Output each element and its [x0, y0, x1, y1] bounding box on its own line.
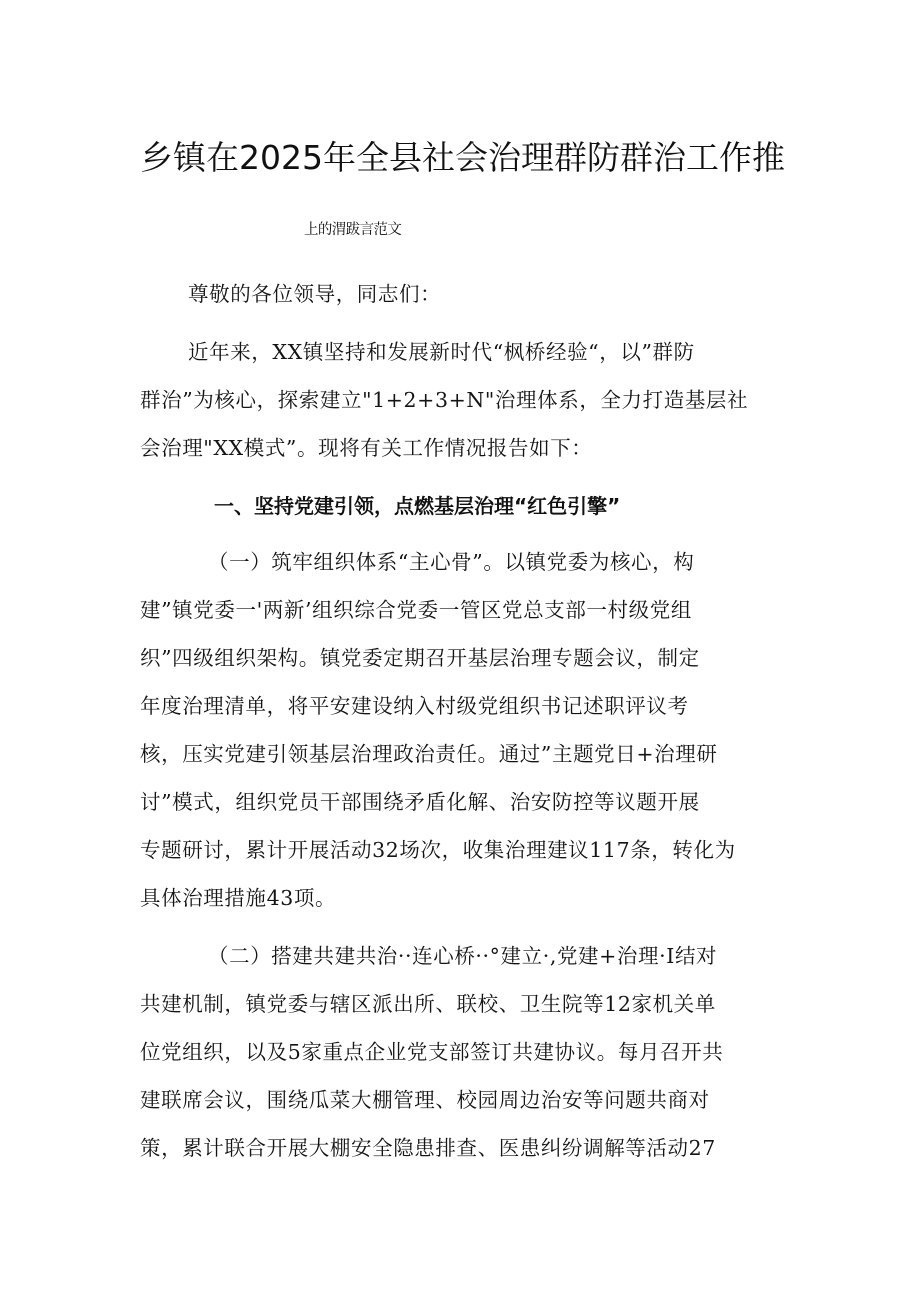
paragraph-line: （二）搭建共建共治··连心桥··°建立·,党建+治理·I结对: [208, 944, 718, 968]
paragraph-line: 位党组织，以及5家重点企业党支部签订共建协议。每月召开共: [140, 1040, 724, 1064]
paragraph-line: 讨”模式，组织党员干部围绕矛盾化解、治安防控等议题开展: [140, 790, 700, 814]
section-heading: 一、坚持党建引领，点燃基层治理“红色引擎”: [214, 494, 621, 518]
paragraph-line: 专题研讨，累计开展活动32场次，收集治理建议117条，转化为: [140, 838, 736, 862]
paragraph-line: 具体治理措施43项。: [140, 886, 337, 910]
paragraph-line: 建”镇党委一'两新’组织综合党委一管区党总支部一村级党组: [140, 598, 692, 622]
greeting: 尊敬的各位领导，同志们：: [188, 282, 442, 306]
intro-line: 会治理"XX模式”。现将有关工作情况报告如下：: [140, 436, 593, 460]
document-title-line-2: 上的渭跋言范文: [304, 222, 402, 238]
paragraph-line: 建联席会议，围绕瓜菜大棚管理、校园周边治安等问题共商对: [140, 1088, 710, 1112]
paragraph-line: 核，压实党建引领基层治理政治责任。通过”主题党日+治理研: [140, 742, 718, 766]
paragraph-line: 织”四级组织架构。镇党委定期召开基层治理专题会议，制定: [140, 646, 700, 670]
paragraph-line: 共建机制，镇党委与辖区派出所、联校、卫生院等12家机关单: [140, 992, 716, 1016]
document-title-line-1: 乡镇在2025年全县社会治理群防群治工作推: [140, 138, 785, 177]
paragraph-line: （一）筑牢组织体系“主心骨”。以镇党委为核心，构: [208, 550, 695, 574]
paragraph-line: 年度治理清单，将平安建设纳入村级党组织书记述职评议考: [140, 694, 689, 718]
intro-line: 近年来，XX镇坚持和发展新时代“枫桥经验“，以”群防: [188, 340, 695, 364]
paragraph-line: 策，累计联合开展大棚安全隐患排查、医患纠纷调解等活动27: [140, 1136, 716, 1160]
intro-line: 群治”为核心，探索建立"1+2+3+N"治理体系，全力打造基层社: [140, 388, 749, 412]
